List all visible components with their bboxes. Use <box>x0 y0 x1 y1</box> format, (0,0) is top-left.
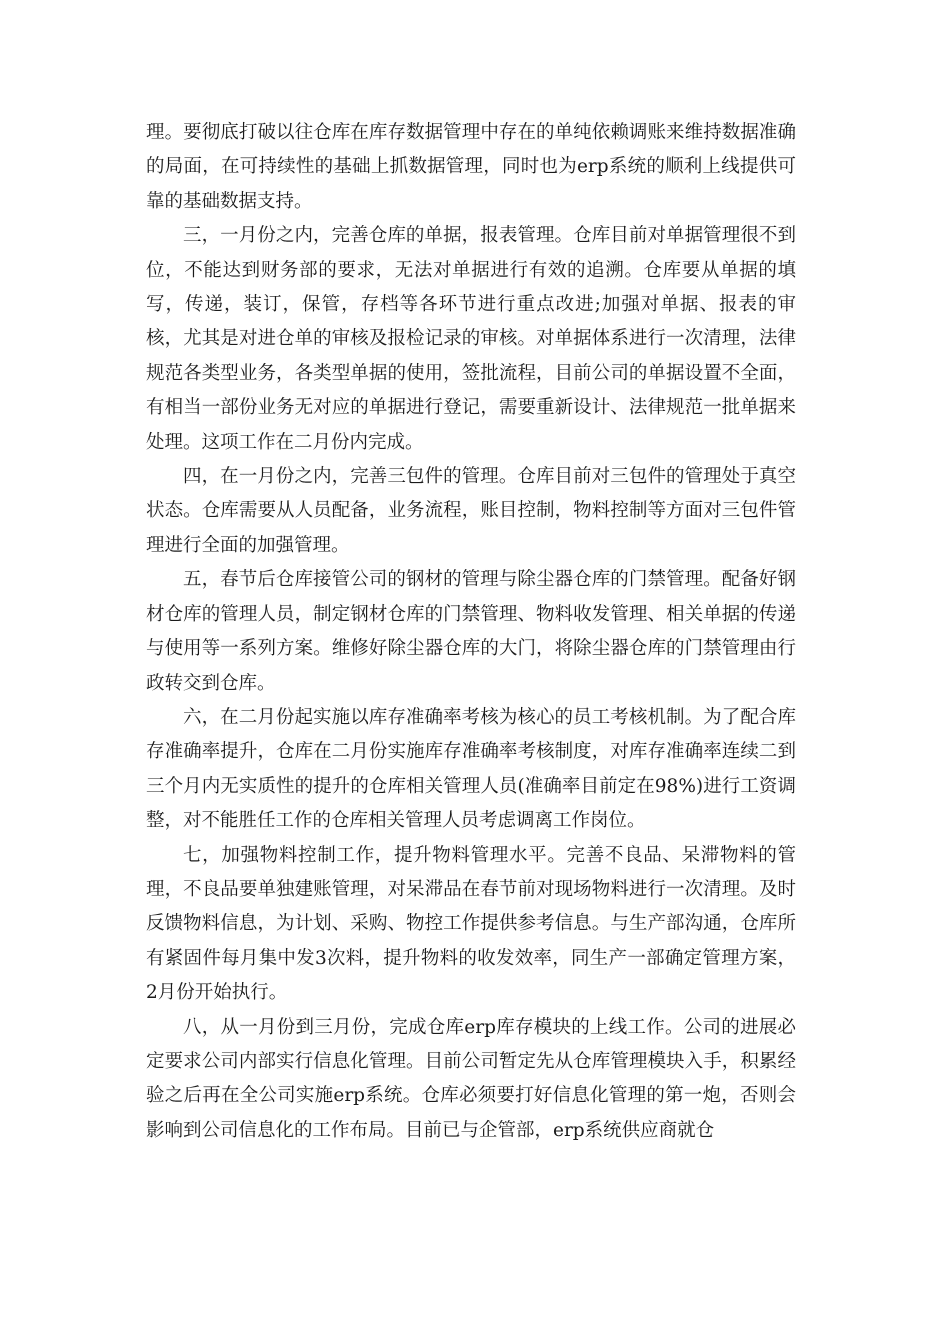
paragraph-item-7: 七，加强物料控制工作，提升物料管理水平。完善不良品、呆滞物料的管理，不良品要单独建账管理，对呆滞品在春节前对现场物料进行一次清理。及时反馈物料信息，为计划、采购、物控工作提供参考信息。与生产部沟通，仓库所有紧固件每月集中发3次料，提升物料的收发效率，同生产一部确定管理方案，2月份开始执行。 <box>146 844 796 1004</box>
paragraph-item-3: 三，一月份之内，完善仓库的单据，报表管理。仓库目前对单据管理很不到位，不能达到财务部的要求，无法对单据进行有效的追溯。仓库要从单据的填写，传递，装订，保管，存档等各环节进行重点改进;加强对单据、报表的审核，尤其是对进仓单的审核及报检记录的审核。对单据体系进行一次清理，法律规范各类型业务，各类型单据的使用，签批流程，目前公司的单据设置不全面，有相当一部份业务无对应的单据进行登记，需要重新设计、法律规范一批单据来处理。这项工作在二月份内完成。 <box>146 225 796 453</box>
paragraph-item-6: 六，在二月份起实施以库存准确率考核为核心的员工考核机制。为了配合库存准确率提升，仓库在二月份实施库存准确率考核制度，对库存准确率连续二到三个月内无实质性的提升的仓库相关管理人员(准确率目前定在98%)进行工资调整，对不能胜任工作的仓库相关管理人员考虑调离工作岗位。 <box>146 706 796 832</box>
paragraph-item-8: 八，从一月份到三月份，完成仓库erp库存模块的上线工作。公司的进展必定要求公司内部实行信息化管理。目前公司暂定先从仓库管理模块入手，积累经验之后再在全公司实施erp系统。仓库必须要打好信息化管理的第一炮，否则会影响到公司信息化的工作布局。目前已与企管部，erp系统供应商就仓 <box>146 1016 796 1141</box>
paragraph-item-4: 四，在一月份之内，完善三包件的管理。仓库目前对三包件的管理处于真空状态。仓库需要从人员配备，业务流程，账目控制，物料控制等方面对三包件管理进行全面的加强管理。 <box>146 466 796 556</box>
paragraph-continuation: 理。要彻底打破以往仓库在库存数据管理中存在的单纯依赖调账来维持数据准确的局面，在可持续性的基础上抓数据管理，同时也为erp系统的顺利上线提供可靠的基础数据支持。 <box>146 122 796 212</box>
document-body <box>146 116 796 1148</box>
paragraph-item-5: 五，春节后仓库接管公司的钢材的管理与除尘器仓库的门禁管理。配备好钢材仓库的管理人员，制定钢材仓库的门禁管理、物料收发管理、相关单据的传递与使用等一系列方案。维修好除尘器仓库的大门，将除尘器仓库的门禁管理由行政转交到仓库。 <box>146 569 796 694</box>
